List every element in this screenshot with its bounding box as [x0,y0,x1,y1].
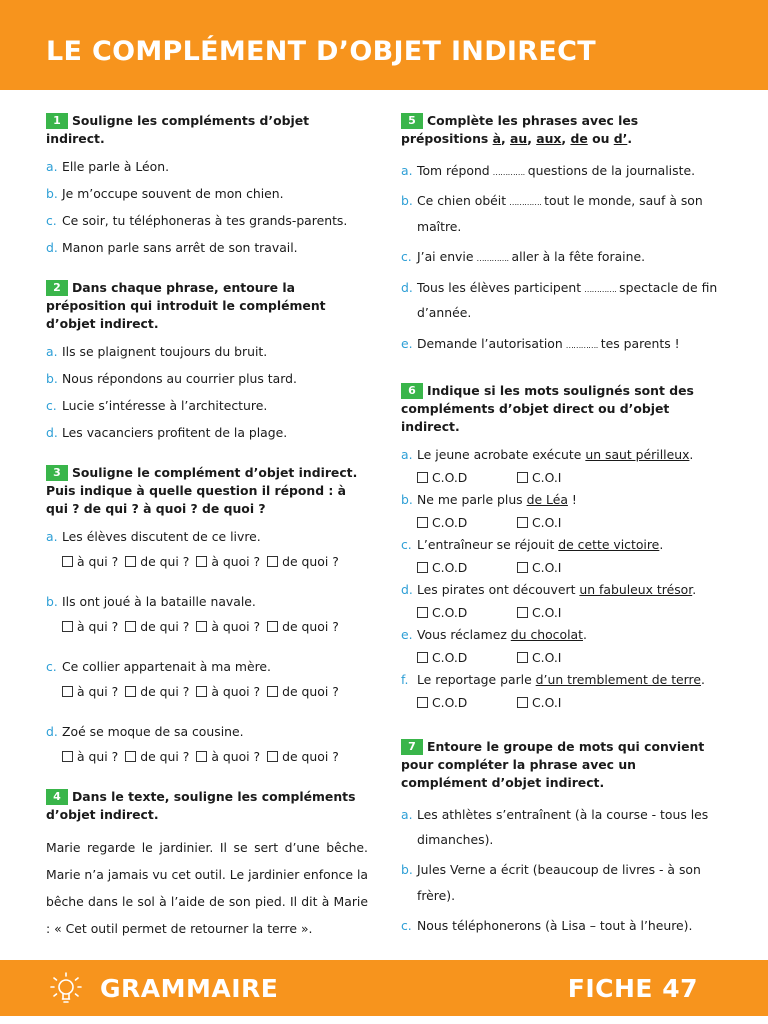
item-letter: a. [401,806,413,822]
checkbox-cod[interactable]: C.O.D [417,649,513,667]
checkbox-icon[interactable] [267,621,278,632]
checkbox-a-quoi[interactable]: à quoi ? [196,618,260,636]
checkbox-icon[interactable] [62,686,73,697]
checkbox-icon[interactable] [517,472,528,483]
item-letter: c. [46,212,57,228]
list-item [401,913,726,938]
item-text: Ce collier appartenait à ma mère. [62,658,271,674]
list-item [46,343,368,361]
checkbox-icon[interactable] [417,472,428,483]
checkbox-icon[interactable] [417,517,428,528]
list-item: f. Le reportage parle d’un tremblement de terre. [401,671,705,687]
cod-coi-checkboxes [401,694,726,712]
left-column [46,112,368,964]
item-letter: d. [46,424,58,440]
checkbox-a-quoi[interactable]: à quoi ? [196,683,260,701]
exercise-number-badge: 1 [46,113,68,129]
item-text: Nous téléphonerons (à Lisa – tout à l’heure). [417,918,693,934]
cod-coi-checkboxes [401,649,726,667]
checkbox-a-qui[interactable]: à qui ? [62,683,118,701]
list-item: a. Le jeune acrobate exécute un saut périlleux. [401,446,694,462]
list-item: e. Demande l’autorisation …………. tes parents ! [401,331,726,356]
list-item: a. Tom répond …………. questions de la journaliste. [401,158,726,183]
fill-blank[interactable]: …………. [565,340,598,350]
exercise-4 [46,788,368,942]
list-item: d. Les pirates ont découvert un fabuleux trésor. [401,581,697,597]
item-letter: a. [401,162,413,178]
item-letter: e. [401,626,413,642]
checkbox-coi[interactable]: C.O.I [517,649,613,667]
question-checkboxes [46,553,368,571]
item-text: Ils se plaignent toujours du bruit. [62,343,268,359]
exercise-instruction: Souligne les compléments d’objet indirect. [46,113,310,146]
checkbox-coi[interactable]: C.O.I [517,694,613,712]
checkbox-icon[interactable] [517,652,528,663]
checkbox-de-qui[interactable]: de qui ? [125,748,189,766]
exercise-instruction: Dans le texte, souligne les compléments d’objet indirect. [46,788,356,822]
page-title: LE COMPLÉMENT D’OBJET INDIRECT [46,36,596,67]
checkbox-icon[interactable] [196,621,207,632]
list-item [46,397,368,415]
item-letter: a. [401,446,413,462]
checkbox-cod[interactable]: C.O.D [417,694,513,712]
item-letter: f. [401,671,409,687]
lightbulb-icon [48,970,84,1006]
exercise-5-title: 5 Complète les phrases avec les prépositions à, au, aux, de ou d’. [401,113,639,146]
item-text: Les athlètes s’entraînent (à la course - tous les dimanches). [417,806,709,848]
checkbox-de-qui[interactable]: de qui ? [125,683,189,701]
list-item: c. L’entraîneur se réjouit de cette victoire. [401,536,664,552]
exercise-instruction: Dans chaque phrase, entoure la préposition qui introduit le complément d’objet indirect. [46,279,326,331]
item-letter: b. [46,593,58,609]
list-item: c. J’ai envie …………. aller à la fête foraine. [401,244,726,269]
checkbox-icon[interactable] [196,556,207,567]
footer-section [48,970,278,1006]
list-item: b. Ce chien obéit …………. tout le monde, sauf à son maître. [401,188,726,239]
checkbox-icon[interactable] [417,607,428,618]
exercise-number-badge: 7 [401,739,423,755]
checkbox-icon[interactable] [125,686,136,697]
question-checkboxes [46,748,368,766]
checkbox-icon[interactable] [417,652,428,663]
exercise-instruction: Complète les phrases avec les prépositions [401,113,639,146]
exercise-number-badge: 6 [401,383,423,399]
checkbox-cod[interactable]: C.O.D [417,514,513,532]
header-banner [0,0,768,90]
item-text: Elle parle à Léon. [62,158,170,174]
item-letter: d. [401,581,413,597]
list-item [46,370,368,388]
exercise-7 [401,738,726,939]
exercise-number-badge: 3 [46,465,68,481]
item-letter: b. [401,193,413,209]
checkbox-icon[interactable] [267,556,278,567]
right-column [401,112,726,961]
list-item [46,239,368,257]
item-letter: a. [46,528,58,544]
fiche-number: FICHE 47 [567,974,698,1003]
checkbox-icon[interactable] [267,686,278,697]
exercise-2 [46,279,368,442]
item-text: Lucie s’intéresse à l’architecture. [62,397,268,413]
list-item [46,723,368,741]
item-letter: a. [46,343,58,359]
exercise-1-title [46,112,368,148]
exercise-4-title [46,788,368,824]
fill-blank[interactable]: …………. [584,284,617,294]
exercise-number-badge: 2 [46,280,68,296]
list-item [46,158,368,176]
checkbox-icon[interactable] [62,556,73,567]
list-item [46,424,368,442]
item-text: Manon parle sans arrêt de son travail. [62,239,298,255]
checkbox-coi[interactable]: C.O.I [517,604,613,622]
checkbox-de-quoi[interactable]: de quoi ? [267,683,339,701]
exercise-instruction: Entoure le groupe de mots qui convient pour compléter la phrase avec un complément d’objet indirect. [401,738,705,790]
checkbox-cod[interactable]: C.O.D [417,559,513,577]
exercise-7-title [401,738,726,792]
exercise-number-badge: 4 [46,789,68,805]
checkbox-icon[interactable] [196,751,207,762]
checkbox-a-qui[interactable]: à qui ? [62,748,118,766]
checkbox-icon[interactable] [125,556,136,567]
item-letter: e. [401,335,413,351]
checkbox-icon[interactable] [517,607,528,618]
item-text: Jules Verne a écrit (beaucoup de livres - à son frère). [417,862,701,903]
item-letter: d. [46,723,58,739]
item-letter: c. [401,918,412,934]
exercise-5 [401,112,726,356]
cod-coi-checkboxes [401,469,726,487]
checkbox-de-quoi[interactable]: de quoi ? [267,618,339,636]
checkbox-coi[interactable]: C.O.I [517,469,613,487]
fill-blank[interactable]: …………. [476,254,509,264]
checkbox-de-quoi[interactable]: de quoi ? [267,748,339,766]
exercise-4-text: Marie regarde le jardinier. Il se sert d’une bêche. Marie n’a jamais vu cet outil. Le jardinier enfonce la bêche dans le sol à l’aide de son pied. Il dit à Marie : « Cet outil permet de retourner la terre ». [46,839,368,936]
checkbox-icon[interactable] [417,697,428,708]
checkbox-icon[interactable] [196,686,207,697]
fill-blank[interactable]: …………. [509,198,542,208]
checkbox-a-quoi[interactable]: à quoi ? [196,553,260,571]
exercise-instruction: Souligne le complément d’objet indirect. Puis indique à quelle question il répond : à qui ? de qui ? à quoi ? de quoi ? [46,464,358,516]
cod-coi-checkboxes [401,604,726,622]
item-text: Je m’occupe souvent de mon chien. [62,185,284,201]
item-text: Nous répondons au courrier plus tard. [62,370,297,386]
exercise-number-badge: 5 [401,113,423,129]
exercise-instruction: Indique si les mots soulignés sont des compléments d’objet direct ou d’objet indirect. [401,382,694,434]
checkbox-coi[interactable]: C.O.I [517,514,613,532]
checkbox-icon[interactable] [267,751,278,762]
list-item [401,857,726,908]
checkbox-icon[interactable] [517,517,528,528]
item-text: Les vacanciers profitent de la plage. [62,424,288,440]
footer-banner [0,960,768,1016]
item-text: Ils ont joué à la bataille navale. [62,593,256,609]
checkbox-coi[interactable]: C.O.I [517,559,613,577]
item-letter: a. [46,158,58,174]
question-checkboxes [46,618,368,636]
exercise-6-title [401,382,726,436]
item-letter: d. [46,239,58,255]
footer-section-label: GRAMMAIRE [100,973,279,1003]
item-text: Zoé se moque de sa cousine. [62,723,244,739]
exercise-2-title [46,279,368,333]
exercise-6 [401,382,726,712]
cod-coi-checkboxes [401,559,726,577]
item-letter: d. [401,279,413,295]
checkbox-cod[interactable]: C.O.D [417,604,513,622]
exercise-1 [46,112,368,257]
checkbox-a-qui[interactable]: à qui ? [62,618,118,636]
item-letter: b. [401,491,413,507]
checkbox-de-qui[interactable]: de qui ? [125,618,189,636]
question-checkboxes [46,683,368,701]
checkbox-de-quoi[interactable]: de quoi ? [267,553,339,571]
item-text: Les élèves discutent de ce livre. [62,528,261,544]
checkbox-icon[interactable] [62,751,73,762]
list-item: b. Ne me parle plus de Léa ! [401,491,577,507]
item-letter: b. [401,862,413,878]
list-item [46,212,368,230]
item-letter: b. [46,370,58,386]
checkbox-cod[interactable]: C.O.D [417,469,513,487]
checkbox-a-qui[interactable]: à qui ? [62,553,118,571]
list-item [46,658,368,676]
list-item: e. Vous réclamez du chocolat. [401,626,587,642]
fill-blank[interactable]: …………. [492,167,525,177]
item-letter: b. [46,185,58,201]
cod-coi-checkboxes [401,514,726,532]
item-letter: c. [46,397,57,413]
item-letter: c. [401,249,412,265]
list-item [46,528,368,546]
checkbox-icon[interactable] [125,751,136,762]
checkbox-a-quoi[interactable]: à quoi ? [196,748,260,766]
checkbox-icon[interactable] [517,697,528,708]
checkbox-icon[interactable] [517,562,528,573]
exercise-3-title [46,464,368,518]
item-letter: c. [46,658,57,674]
item-text: Ce soir, tu téléphoneras à tes grands-parents. [62,212,348,228]
checkbox-icon[interactable] [417,562,428,573]
exercise-3 [46,464,368,766]
list-item [46,185,368,203]
item-letter: c. [401,536,412,552]
checkbox-icon[interactable] [62,621,73,632]
checkbox-de-qui[interactable]: de qui ? [125,553,189,571]
checkbox-icon[interactable] [125,621,136,632]
list-item [401,802,726,853]
list-item: d. Tous les élèves participent …………. spectacle de fin d’année. [401,275,726,326]
list-item [46,593,368,611]
